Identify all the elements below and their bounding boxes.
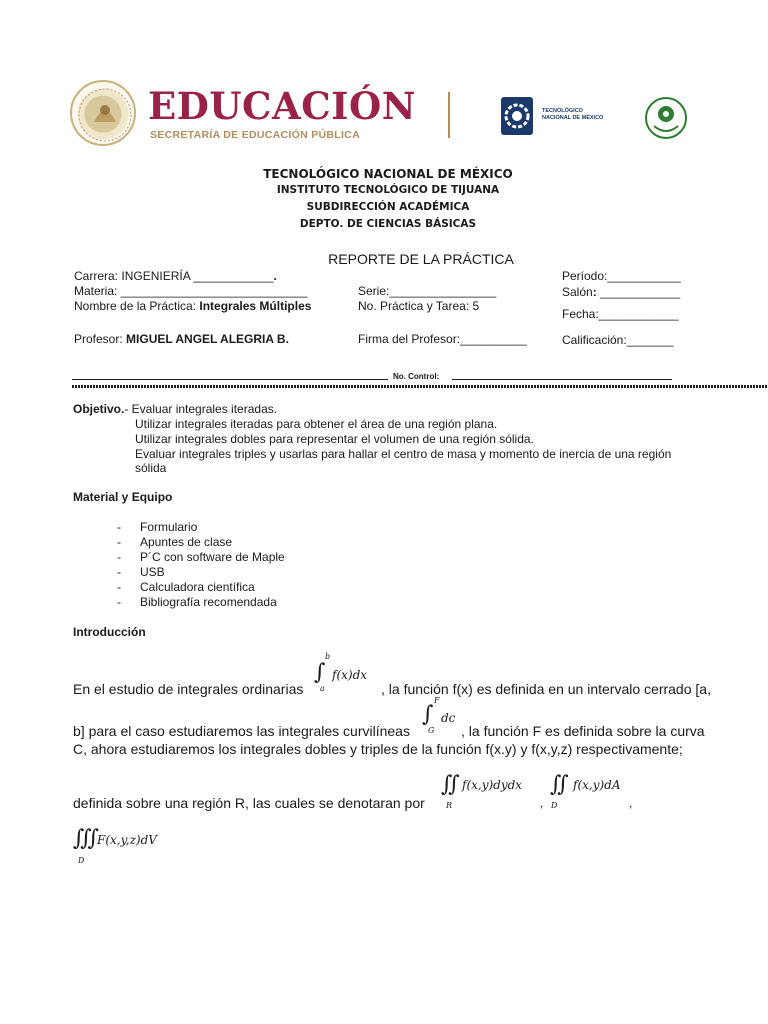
- bullet: -: [117, 595, 121, 609]
- integral-body: f(x,y)dA: [573, 778, 621, 792]
- student-name-line: [72, 379, 388, 380]
- integral-lower-limit: G: [428, 726, 435, 735]
- firma-field: Firma del Profesor:__________: [358, 332, 527, 346]
- practica-label: Nombre de la Práctica:: [74, 299, 200, 313]
- list-item-label: P´C con software de Maple: [140, 550, 285, 564]
- triple-integral-sign: ∭: [73, 826, 100, 851]
- profesor-field: [74, 332, 289, 346]
- institution-name: TECNOLÓGICO NACIONAL DE MÉXICO: [263, 167, 513, 181]
- comma: ,: [540, 796, 544, 810]
- material-title: Material y Equipo: [73, 490, 173, 504]
- list-item-label: USB: [140, 565, 165, 579]
- intro-title: Introducción: [73, 625, 146, 639]
- objetivo-text: - Evaluar integrales iteradas.: [124, 402, 278, 416]
- tecnm-line2: NACIONAL DE MÉXICO: [542, 115, 604, 121]
- salon-label: Salón: [562, 285, 593, 299]
- integral-body: f(x)dx: [332, 668, 368, 682]
- integral-body: dc: [441, 711, 456, 725]
- intro-text-4: definida sobre una región R, las cuales se denotaran por: [73, 795, 425, 811]
- integral-lower-limit: a: [320, 684, 325, 693]
- list-item: [117, 520, 285, 535]
- comma: ,: [629, 796, 633, 810]
- list-item: [117, 550, 285, 565]
- objetivo-item: Utilizar integrales dobles para representar el volumen de una región sólida.: [135, 432, 534, 446]
- double-integral-sign: ∬: [441, 772, 460, 797]
- serie-field: Serie:________________: [358, 284, 497, 298]
- bullet: -: [117, 520, 121, 534]
- intro-text-2a: b] para el caso estudiaremos las integrales curvilíneas: [73, 723, 410, 739]
- calificacion-field: Calificación:_______: [562, 333, 674, 347]
- institute-name: INSTITUTO TECNOLÓGICO DE TIJUANA: [276, 184, 500, 196]
- integral-region: D: [551, 801, 558, 810]
- integral-sign: ∫: [422, 702, 434, 727]
- integral-sign: ∫: [314, 660, 326, 685]
- list-item-label: Bibliografía recomendada: [140, 595, 277, 609]
- carrera-value: INGENIERÍA ____________: [121, 269, 274, 283]
- integral-upper-limit: b: [325, 652, 331, 661]
- integral-region: D: [78, 856, 85, 865]
- material-list: [117, 520, 285, 610]
- mexico-seal-icon: [70, 80, 136, 146]
- list-item-label: Apuntes de clase: [140, 535, 233, 549]
- integral-upper-limit: F: [434, 696, 440, 705]
- banner-divider: [448, 92, 450, 138]
- integral-body: F(x,y,z)dV: [97, 833, 157, 847]
- intro-text-1a: En el estudio de integrales ordinarias: [73, 681, 304, 697]
- objetivo-item: Evaluar integrales triples y usarlas para hallar el centro de masa y momento de inercia de una región: [135, 447, 672, 461]
- objetivo-first-line: [73, 402, 277, 417]
- integral-body: f(x,y)dydx: [462, 778, 523, 792]
- profesor-value: MIGUEL ANGEL ALEGRIA B.: [126, 332, 289, 346]
- profesor-label: Profesor:: [74, 332, 127, 346]
- carrera-field: [74, 269, 277, 283]
- carrera-dot: .: [273, 269, 277, 283]
- no-control-label: No. Control:: [393, 372, 440, 381]
- practica-value: Integrales Múltiples: [199, 299, 312, 313]
- carrera-label: Carrera:: [74, 269, 119, 283]
- tecnm-line1: TECNOLÓGICO: [542, 108, 583, 114]
- bullet: -: [117, 580, 121, 594]
- periodo-field: Período:___________: [562, 269, 681, 283]
- bullet: -: [117, 550, 121, 564]
- education-subtitle: SECRETARÍA DE EDUCACIÓN PÚBLICA: [150, 129, 360, 141]
- intro-text-1b: , la función f(x) es definida en un intervalo cerrado [a,: [381, 681, 711, 697]
- objetivo-item: Utilizar integrales iteradas para obtener el área de una región plana.: [135, 417, 498, 431]
- list-item-label: Formulario: [140, 520, 198, 534]
- list-item: [117, 595, 285, 610]
- fecha-field: Fecha:____________: [562, 307, 679, 321]
- tecnm-text: [542, 108, 603, 122]
- intro-text-2b: , la función F es definida sobre la curva: [461, 723, 705, 739]
- materia-field: Materia: ____________________________: [74, 284, 308, 298]
- report-title: REPORTE DE LA PRÁCTICA: [328, 251, 514, 267]
- objetivo-label: Objetivo.: [73, 402, 125, 416]
- department-name: DEPTO. DE CIENCIAS BÁSICAS: [299, 218, 477, 230]
- list-item: [117, 535, 285, 550]
- list-item-label: Calculadora científica: [140, 580, 255, 594]
- list-item: [117, 565, 285, 580]
- intro-text-3: C, ahora estudiaremos los integrales dobles y triples de la función f(x.y) y f(x,y,z) respectivamente;: [73, 741, 683, 757]
- double-integral-sign: ∬: [550, 772, 569, 797]
- salon-field: [562, 285, 680, 299]
- section-separator: [72, 385, 768, 388]
- salon-colon: :: [592, 285, 597, 299]
- practica-field: [74, 299, 311, 313]
- integral-region: R: [446, 801, 453, 810]
- subdirection-name: SUBDIRECCIÓN ACADÉMICA: [306, 201, 470, 213]
- no-practica-field: No. Práctica y Tarea: 5: [358, 299, 480, 313]
- list-item: [117, 580, 285, 595]
- bullet: -: [117, 565, 121, 579]
- bullet: -: [117, 535, 121, 549]
- ito-tijuana-logo-icon: [644, 96, 688, 140]
- objetivo-item: sólida: [135, 461, 167, 475]
- education-title: EDUCACIÓN: [148, 84, 417, 128]
- salon-blank: ____________: [596, 285, 681, 299]
- no-control-line: [452, 379, 672, 380]
- tecnm-gear-logo-icon: [499, 95, 535, 137]
